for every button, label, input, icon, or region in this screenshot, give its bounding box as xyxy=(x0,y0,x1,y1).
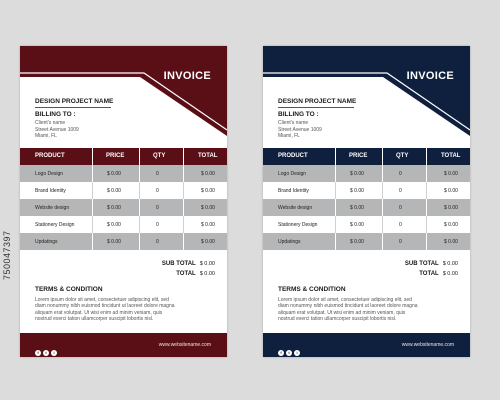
row-divider xyxy=(183,216,184,233)
social-icons xyxy=(35,341,59,357)
row-qty: 0 xyxy=(156,205,159,211)
row-price: $ 0.00 xyxy=(350,222,364,228)
stock-id-text: 750047397 xyxy=(2,230,12,280)
client-address-line: Miami, FL xyxy=(278,133,300,139)
row-qty: 0 xyxy=(399,188,402,194)
sub-total xyxy=(405,261,458,267)
header-divider xyxy=(426,148,427,165)
row-divider xyxy=(183,233,184,250)
project-underline xyxy=(278,107,354,108)
footer-bar xyxy=(20,333,227,357)
row-divider xyxy=(335,199,336,216)
row-divider xyxy=(183,182,184,199)
header-divider xyxy=(335,148,336,165)
row-qty: 0 xyxy=(156,171,159,177)
invoice-sheet-navy xyxy=(263,46,470,357)
table-row xyxy=(263,165,470,182)
row-divider xyxy=(139,233,140,250)
row-total: $ 0.00 xyxy=(201,239,215,245)
col-price: PRICE xyxy=(106,153,125,159)
row-price: $ 0.00 xyxy=(107,239,121,245)
row-divider xyxy=(426,165,427,182)
row-divider xyxy=(92,199,93,216)
row-product: Website design xyxy=(278,205,313,211)
header-divider xyxy=(139,148,140,165)
col-product: PRODUCT xyxy=(35,153,65,159)
sub-total xyxy=(162,261,215,267)
row-qty: 0 xyxy=(399,239,402,245)
col-product: PRODUCT xyxy=(278,153,308,159)
instagram-icon[interactable]: i xyxy=(51,350,57,356)
row-product: Stationery Design xyxy=(35,222,75,228)
row-product: Logo Design xyxy=(35,171,64,177)
facebook-icon[interactable]: f xyxy=(278,350,284,356)
table-header xyxy=(20,148,227,165)
table-row xyxy=(263,233,470,250)
row-product: Updatings xyxy=(278,239,301,245)
row-qty: 0 xyxy=(156,222,159,228)
row-total: $ 0.00 xyxy=(201,205,215,211)
row-divider xyxy=(426,216,427,233)
row-divider xyxy=(382,216,383,233)
footer-bar xyxy=(263,333,470,357)
row-total: $ 0.00 xyxy=(444,171,458,177)
project-underline xyxy=(35,107,111,108)
grand-total xyxy=(419,271,458,277)
col-qty: QTY xyxy=(396,153,409,159)
row-divider xyxy=(92,216,93,233)
row-price: $ 0.00 xyxy=(350,205,364,211)
client-address-line: Miami, FL xyxy=(35,133,57,139)
table-header xyxy=(263,148,470,165)
client-address-line: Client's name xyxy=(278,120,309,126)
twitter-icon[interactable]: t xyxy=(286,350,292,356)
total-label: TOTAL xyxy=(176,271,196,277)
invoice-sheet-maroon xyxy=(20,46,227,357)
grand-total xyxy=(176,271,215,277)
row-price: $ 0.00 xyxy=(107,205,121,211)
row-total: $ 0.00 xyxy=(444,222,458,228)
terms-text: Lorem ipsum dolor sit amet, consectetuer adipiscing elit, sed diam nonummy nibh euismod tincidunt ut laoreet dolore magna aliquam erat volutpat. Ut wisi enim ad minim veniam, quis nostrud exerci tation ullamcorper suscipit lobortis nisl. xyxy=(278,297,418,323)
row-total: $ 0.00 xyxy=(201,171,215,177)
row-qty: 0 xyxy=(156,188,159,194)
row-divider xyxy=(92,182,93,199)
row-total: $ 0.00 xyxy=(444,205,458,211)
total-label: TOTAL xyxy=(419,271,439,277)
header-divider xyxy=(382,148,383,165)
row-qty: 0 xyxy=(399,171,402,177)
instagram-icon[interactable]: i xyxy=(294,350,300,356)
client-address xyxy=(35,120,79,140)
row-product: Website design xyxy=(35,205,70,211)
social-icons xyxy=(278,341,302,357)
col-total: TOTAL xyxy=(441,153,461,159)
row-divider xyxy=(382,233,383,250)
billing-label: BILLING TO : xyxy=(35,111,76,118)
row-total: $ 0.00 xyxy=(444,239,458,245)
table-row xyxy=(20,165,227,182)
sub-total-value: $ 0.00 xyxy=(199,261,215,267)
header-divider xyxy=(183,148,184,165)
row-divider xyxy=(183,199,184,216)
invoice-title: INVOICE xyxy=(163,70,211,82)
row-qty: 0 xyxy=(156,239,159,245)
row-price: $ 0.00 xyxy=(107,171,121,177)
terms-title: TERMS & CONDITION xyxy=(278,286,346,293)
row-divider xyxy=(92,233,93,250)
row-divider xyxy=(139,216,140,233)
website-link[interactable]: www.websitename.com xyxy=(401,342,454,348)
row-qty: 0 xyxy=(399,222,402,228)
row-divider xyxy=(382,199,383,216)
twitter-icon[interactable]: t xyxy=(43,350,49,356)
row-divider xyxy=(382,165,383,182)
row-product: Brand Identity xyxy=(278,188,309,194)
total-value: $ 0.00 xyxy=(199,271,215,277)
row-qty: 0 xyxy=(399,205,402,211)
row-divider xyxy=(426,233,427,250)
terms-title: TERMS & CONDITION xyxy=(35,286,103,293)
row-divider xyxy=(183,165,184,182)
facebook-icon[interactable]: f xyxy=(35,350,41,356)
row-price: $ 0.00 xyxy=(350,188,364,194)
row-divider xyxy=(426,199,427,216)
website-link[interactable]: www.websitename.com xyxy=(158,342,211,348)
table-row xyxy=(263,199,470,216)
terms-text: Lorem ipsum dolor sit amet, consectetuer adipiscing elit, sed diam nonummy nibh euismod tincidunt ut laoreet dolore magna aliquam erat volutpat. Ut wisi enim ad minim veniam, quis nostrud exerci tation ullamcorper suscipit lobortis nisl. xyxy=(35,297,175,323)
row-product: Logo Design xyxy=(278,171,307,177)
row-divider xyxy=(335,233,336,250)
row-price: $ 0.00 xyxy=(350,239,364,245)
client-address-line: Street Avenue 1009 xyxy=(35,126,79,133)
table-row xyxy=(263,216,470,233)
col-qty: QTY xyxy=(153,153,166,159)
row-divider xyxy=(335,216,336,233)
row-divider xyxy=(92,165,93,182)
row-divider xyxy=(426,182,427,199)
table-row xyxy=(20,216,227,233)
table-row xyxy=(263,182,470,199)
total-value: $ 0.00 xyxy=(442,271,458,277)
row-divider xyxy=(139,165,140,182)
project-name: DESIGN PROJECT NAME xyxy=(278,98,357,105)
row-divider xyxy=(382,182,383,199)
table-row xyxy=(20,233,227,250)
row-price: $ 0.00 xyxy=(107,188,121,194)
row-divider xyxy=(139,199,140,216)
row-divider xyxy=(335,182,336,199)
table-row xyxy=(20,199,227,216)
row-product: Updatings xyxy=(35,239,58,245)
client-address xyxy=(278,120,322,140)
row-total: $ 0.00 xyxy=(201,222,215,228)
row-total: $ 0.00 xyxy=(444,188,458,194)
sub-total-label: SUB TOTAL xyxy=(161,261,196,267)
header-divider xyxy=(92,148,93,165)
sub-total-label: SUB TOTAL xyxy=(404,261,439,267)
client-address-line: Client's name xyxy=(35,120,66,126)
table-row xyxy=(20,182,227,199)
row-price: $ 0.00 xyxy=(350,171,364,177)
row-product: Brand Identity xyxy=(35,188,66,194)
client-address-line: Street Avenue 1009 xyxy=(278,126,322,133)
invoice-title: INVOICE xyxy=(406,70,454,82)
sub-total-value: $ 0.00 xyxy=(442,261,458,267)
row-total: $ 0.00 xyxy=(201,188,215,194)
col-total: TOTAL xyxy=(198,153,218,159)
row-divider xyxy=(335,165,336,182)
col-price: PRICE xyxy=(349,153,368,159)
billing-label: BILLING TO : xyxy=(278,111,319,118)
row-product: Stationery Design xyxy=(278,222,318,228)
row-divider xyxy=(139,182,140,199)
project-name: DESIGN PROJECT NAME xyxy=(35,98,114,105)
row-price: $ 0.00 xyxy=(107,222,121,228)
